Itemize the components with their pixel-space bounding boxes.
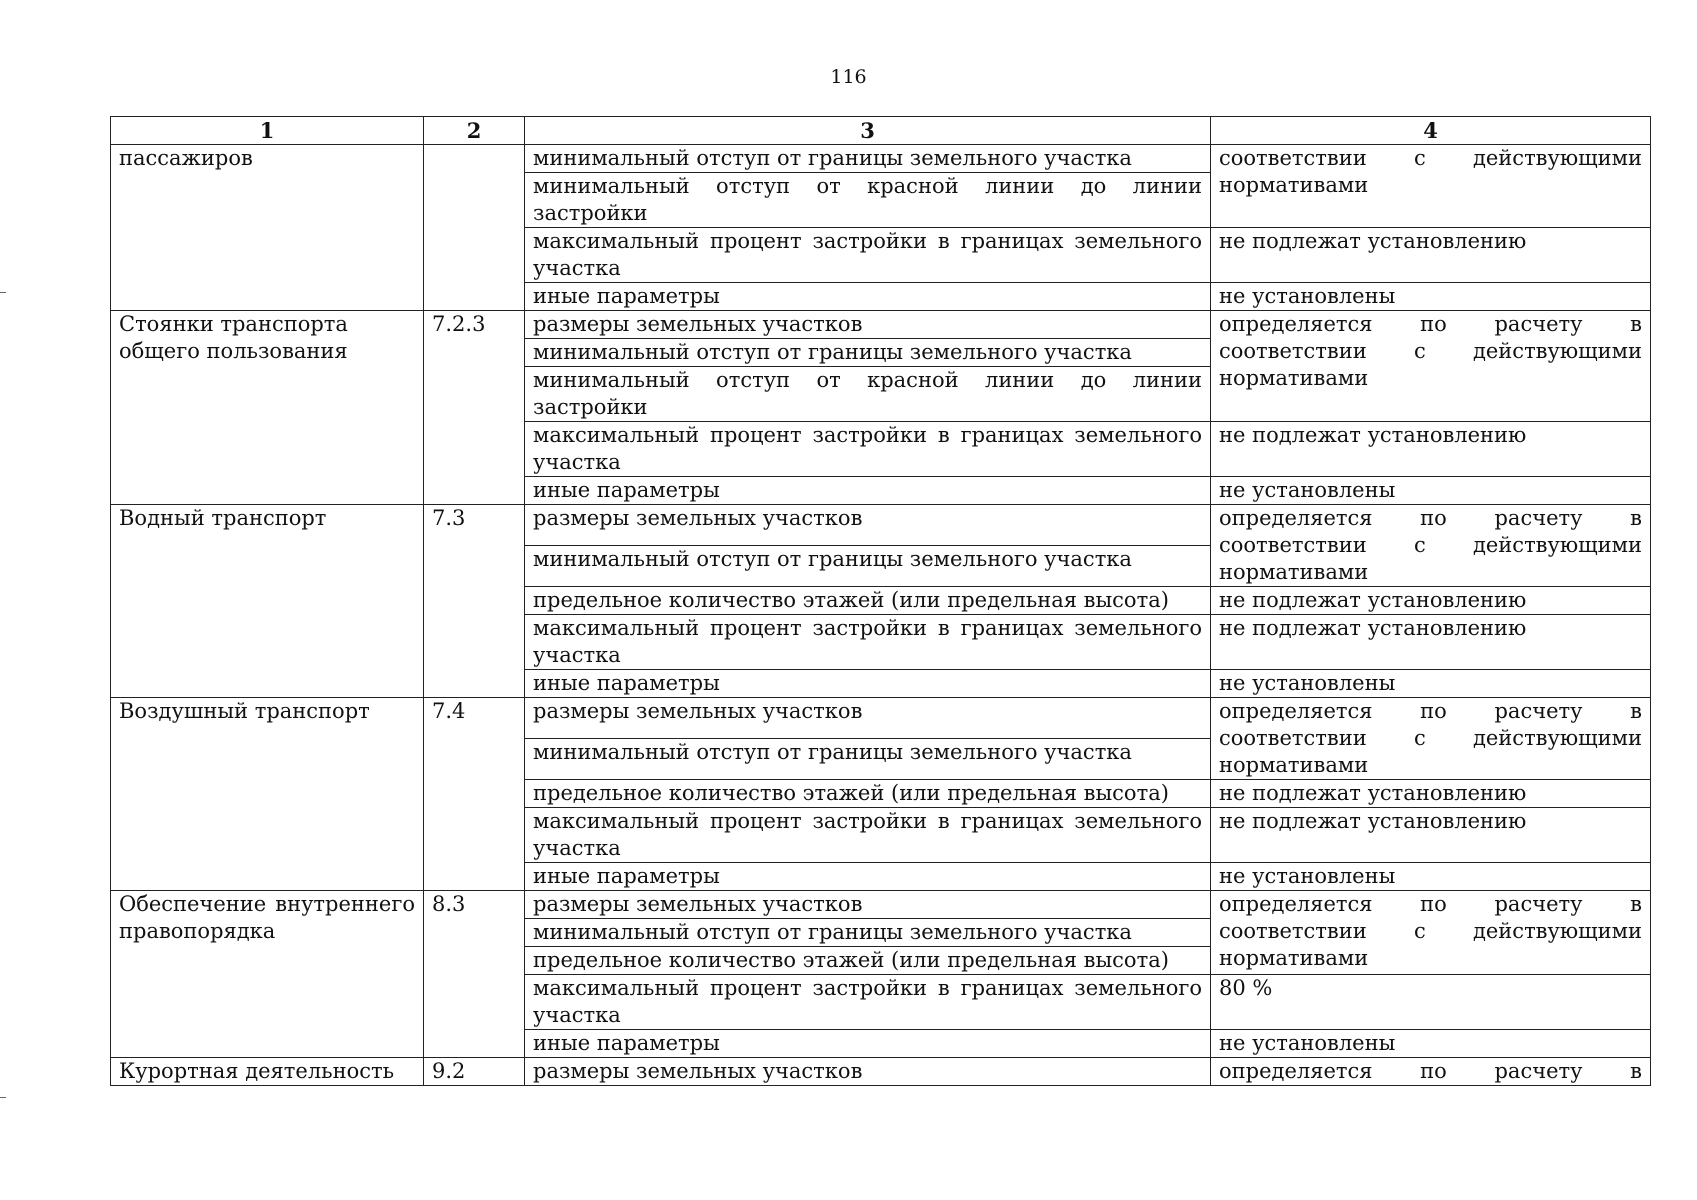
value-line: нормативами — [1219, 560, 1369, 584]
parameter-cell: минимальный отступ от границы земельного участка — [525, 145, 1211, 173]
value-line: 80 % — [1219, 976, 1273, 1000]
parameter-value-cell — [1211, 477, 1651, 505]
table-row — [111, 891, 1651, 919]
column-header-1: 1 — [111, 117, 424, 145]
parameter-value-cell — [1211, 975, 1651, 1030]
parameter-cell: минимальный отступ от границы земельного участка — [525, 339, 1211, 367]
parameter-cell: иные параметры — [525, 670, 1211, 698]
value-line: не подлежат установлению — [1219, 229, 1527, 253]
parameter-cell: размеры земельных участков — [525, 505, 1211, 546]
parameter-cell: иные параметры — [525, 283, 1211, 311]
column-header-4: 4 — [1211, 117, 1651, 145]
value-line: соответствии с действующими — [1219, 533, 1642, 557]
parameter-cell: минимальный отступ от границы земельного участка — [525, 739, 1211, 780]
parameter-cell: размеры земельных участков — [525, 311, 1211, 339]
land-use-name-line: Курортная деятельность — [119, 1059, 395, 1083]
parameter-value-cell — [1211, 808, 1651, 863]
table-header-row — [111, 117, 1651, 145]
parameter-cell: размеры земельных участков — [525, 1058, 1211, 1086]
value-line: определяется по расчету в — [1219, 892, 1642, 916]
land-use-name-cell — [111, 891, 424, 1058]
parameter-cell: максимальный процент застройки в границах земельного участка — [525, 228, 1211, 283]
value-line: не установлены — [1219, 864, 1396, 888]
parameter-value-cell — [1211, 422, 1651, 477]
parameter-value-cell — [1211, 780, 1651, 808]
value-line: нормативами — [1219, 366, 1369, 390]
land-use-name-line: общего пользования — [119, 339, 348, 363]
parameter-value-cell — [1211, 505, 1651, 587]
land-use-name-cell — [111, 1058, 424, 1086]
value-line: не установлены — [1219, 478, 1396, 502]
value-line: соответствии с действующими — [1219, 146, 1642, 170]
parameter-cell: предельное количество этажей (или предельная высота) — [525, 587, 1211, 615]
land-use-name-line: Обеспечение внутреннего — [119, 892, 415, 916]
column-header-2: 2 — [424, 117, 525, 145]
table-body — [111, 145, 1651, 1086]
land-use-code-cell: 8.3 — [424, 891, 525, 1058]
parameter-cell: максимальный процент застройки в границах земельного участка — [525, 615, 1211, 670]
value-line: не подлежат установлению — [1219, 588, 1527, 612]
land-use-code-cell: 9.2 — [424, 1058, 525, 1086]
value-line: не подлежат установлению — [1219, 616, 1527, 640]
parameter-cell: максимальный процент застройки в границах земельного участка — [525, 808, 1211, 863]
parameter-cell: минимальный отступ от границы земельного участка — [525, 546, 1211, 587]
value-line: нормативами — [1219, 753, 1369, 777]
table-row — [111, 698, 1651, 739]
land-use-name-line: Стоянки транспорта — [119, 312, 348, 336]
parameter-value-cell — [1211, 228, 1651, 283]
parameter-cell: максимальный процент застройки в границах земельного участка — [525, 975, 1211, 1030]
value-line: нормативами — [1219, 946, 1369, 970]
value-line: не подлежат установлению — [1219, 809, 1527, 833]
parameter-cell: размеры земельных участков — [525, 891, 1211, 919]
land-use-code-cell: 7.4 — [424, 698, 525, 891]
value-line: не подлежат установлению — [1219, 781, 1527, 805]
value-line: определяется по расчету в — [1219, 506, 1642, 530]
table-row — [111, 311, 1651, 339]
value-line: соответствии с действующими — [1219, 339, 1642, 363]
value-line: не установлены — [1219, 671, 1396, 695]
parameter-cell: иные параметры — [525, 1030, 1211, 1058]
table-row — [111, 505, 1651, 546]
left-edge-mark — [0, 1097, 6, 1098]
land-use-name-cell — [111, 145, 424, 311]
value-line: не установлены — [1219, 1031, 1396, 1055]
parameter-cell: максимальный процент застройки в границах земельного участка — [525, 422, 1211, 477]
parameter-cell: иные параметры — [525, 863, 1211, 891]
table-row — [111, 1058, 1651, 1086]
parameter-cell: минимальный отступ от красной линии до линии застройки — [525, 367, 1211, 422]
value-line: не установлены — [1219, 284, 1396, 308]
land-use-name-line: Воздушный транспорт — [119, 699, 370, 723]
parameter-cell: минимальный отступ от границы земельного участка — [525, 919, 1211, 947]
parameter-value-cell — [1211, 311, 1651, 422]
table-row — [111, 145, 1651, 173]
parameter-value-cell — [1211, 670, 1651, 698]
value-line: не подлежат установлению — [1219, 423, 1527, 447]
parameter-value-cell — [1211, 1058, 1651, 1086]
land-use-code-cell: 7.2.3 — [424, 311, 525, 505]
value-line: соответствии с действующими — [1219, 919, 1642, 943]
parameter-value-cell — [1211, 145, 1651, 228]
land-use-code-cell — [424, 145, 525, 311]
land-use-name-line: пассажиров — [119, 146, 253, 170]
value-line: определяется по расчету в — [1219, 699, 1642, 723]
parameter-value-cell — [1211, 587, 1651, 615]
value-line: определяется по расчету в — [1219, 1059, 1642, 1083]
column-header-3: 3 — [525, 117, 1211, 145]
land-use-name-cell — [111, 698, 424, 891]
value-line: определяется по расчету в — [1219, 312, 1642, 336]
parameter-value-cell — [1211, 698, 1651, 780]
parameter-value-cell — [1211, 283, 1651, 311]
parameter-value-cell — [1211, 863, 1651, 891]
parameter-cell: иные параметры — [525, 477, 1211, 505]
left-edge-mark — [0, 292, 6, 293]
parameter-cell: предельное количество этажей (или предельная высота) — [525, 947, 1211, 975]
parameter-cell: размеры земельных участков — [525, 698, 1211, 739]
land-use-name-cell — [111, 505, 424, 698]
value-line: соответствии с действующими — [1219, 726, 1642, 750]
parameter-cell: минимальный отступ от красной линии до линии застройки — [525, 173, 1211, 228]
parameter-cell: предельное количество этажей (или предельная высота) — [525, 780, 1211, 808]
land-use-name-line: правопорядка — [119, 919, 276, 943]
land-use-name-line: Водный транспорт — [119, 506, 327, 530]
parameter-value-cell — [1211, 891, 1651, 975]
land-use-code-cell: 7.3 — [424, 505, 525, 698]
parameter-value-cell — [1211, 1030, 1651, 1058]
value-line: нормативами — [1219, 173, 1369, 197]
parameter-value-cell — [1211, 615, 1651, 670]
land-use-parameters-table — [110, 116, 1651, 1086]
page-number: 116 — [830, 66, 867, 88]
land-use-name-cell — [111, 311, 424, 505]
